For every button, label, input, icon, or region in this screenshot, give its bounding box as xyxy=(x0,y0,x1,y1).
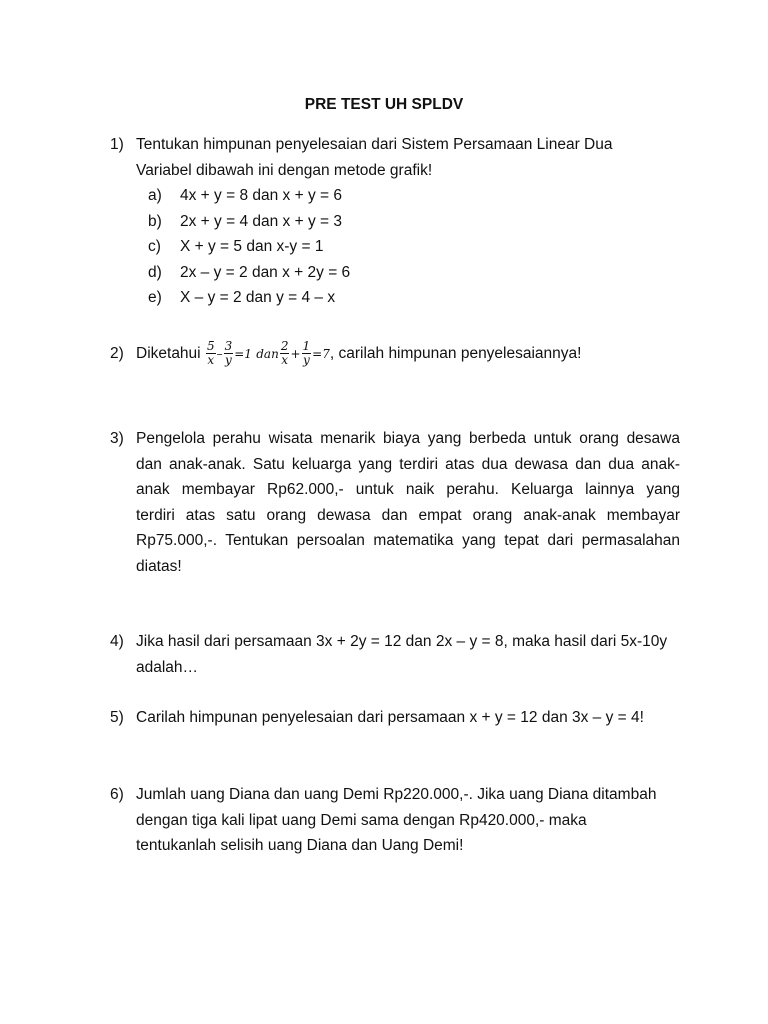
question-text-line: Tentukan himpunan penyelesaian dari Sistem Persamaan Linear Dua xyxy=(136,136,613,153)
fraction: $\frac{3}{y}$ xyxy=(224,339,233,368)
question-6 xyxy=(110,782,680,859)
question-5 xyxy=(110,705,680,731)
question-text-line: anak membayar Rp62.000,- untuk naik perahu. Keluarga lainnya yang xyxy=(136,481,680,498)
question-text-line: Carilah himpunan penyelesaian dari persamaan x + y = 12 dan 3x – y = 4! xyxy=(136,709,644,726)
question-number: 3) xyxy=(110,430,124,447)
page-title: PRE TEST UH SPLDV xyxy=(304,96,464,113)
question-number: 5) xyxy=(110,709,124,726)
question-text-line: adalah… xyxy=(136,658,199,676)
question-text-line: Jumlah uang Diana dan uang Demi Rp220.000,-. Jika uang Diana ditambah xyxy=(136,786,657,803)
question-text-line: dan anak-anak. Satu keluarga yang terdiri atas dua dewasa dan dua anak- xyxy=(136,455,680,473)
question-3 xyxy=(110,426,680,579)
question-4 xyxy=(110,629,680,680)
question-text-line: Pengelola perahu wisata menarik biaya yang berbeda untuk orang desawa xyxy=(136,430,680,447)
question-2 xyxy=(110,339,680,369)
question-number: 4) xyxy=(110,633,124,650)
question-text-line: tentukanlah selisih uang Diana dan Uang Demi! xyxy=(136,837,464,854)
fraction: $\frac{2}{x}$ xyxy=(280,339,289,368)
question-number: 1) xyxy=(110,136,124,153)
question-number: 2) xyxy=(110,345,124,362)
option-e: e) X – y = 2 dan y = 4 – x xyxy=(148,289,336,306)
question-text-line: Jika hasil dari persamaan 3x + 2y = 12 dan 2x – y = 8, maka hasil dari 5x-10y xyxy=(136,633,668,650)
question-text-line: dengan tiga kali lipat uang Demi sama dengan Rp420.000,- maka xyxy=(136,811,587,829)
option-a: a) 4x + y = 8 dan x + y = 6 xyxy=(148,187,342,204)
question-text-line: diatas! xyxy=(136,557,182,575)
question-number: 6) xyxy=(110,786,124,803)
question-text-line: Rp75.000,-. Tentukan persoalan matematika yang tepat dari permasalahan xyxy=(136,532,680,549)
question-text-line: terdiri atas satu orang dewasa dan empat orang anak-anak membayar xyxy=(136,506,680,524)
fraction: $\frac{5}{x}$ xyxy=(206,339,215,368)
option-list xyxy=(148,183,680,311)
question-text-line: Diketahui $\frac{5}{x}$ – $\frac{3}{y}$ =1 dan $\frac{2}{x}$ + $\frac{1}{y}$ =7, carilah himpunan penyelesaiannya! xyxy=(136,339,582,368)
option-d: d) 2x – y = 2 dan x + 2y = 6 xyxy=(148,263,351,281)
fraction: $\frac{1}{y}$ xyxy=(302,339,311,368)
option-b: b) 2x + y = 4 dan x + y = 3 xyxy=(148,212,342,230)
question-text-line: Variabel dibawah ini dengan metode grafik! xyxy=(136,161,433,179)
question-1 xyxy=(110,132,680,311)
option-c: c) X + y = 5 dan x-y = 1 xyxy=(148,238,324,255)
